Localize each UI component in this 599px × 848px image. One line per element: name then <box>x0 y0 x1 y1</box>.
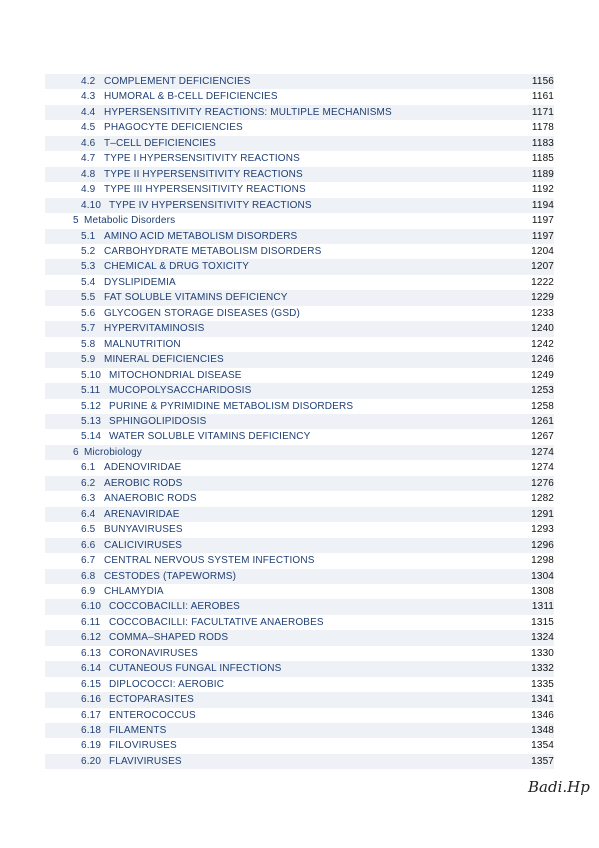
toc-entry-row[interactable] <box>45 569 554 584</box>
toc-entry-page-number[interactable]: 1296 <box>531 539 554 551</box>
toc-entry-number: 5.10 <box>81 369 102 381</box>
toc-entry-row[interactable] <box>45 229 554 244</box>
toc-entry-title[interactable]: ENTEROCOCCUS <box>109 709 196 721</box>
toc-entry-page-number[interactable]: 1308 <box>531 585 554 597</box>
toc-entry-number: 6.18 <box>81 725 102 737</box>
toc-entry-title[interactable]: WATER SOLUBLE VITAMINS DEFICIENCY <box>109 431 311 443</box>
toc-chapter-row[interactable] <box>45 213 554 228</box>
toc-entry-page-number[interactable]: 1274 <box>531 446 554 458</box>
toc-entry-number: 5.5 <box>81 292 96 304</box>
toc-entry-row[interactable] <box>45 120 554 135</box>
toc-entry-row[interactable] <box>45 630 554 645</box>
toc-entry-row[interactable] <box>45 599 554 614</box>
toc-entry-page-number[interactable]: 1249 <box>531 369 554 381</box>
toc-entry-title[interactable]: CESTODES (TAPEWORMS) <box>104 570 237 582</box>
toc-entry-title[interactable]: Microbiology <box>84 446 142 458</box>
toc-entry-page-number[interactable]: 1204 <box>531 245 554 257</box>
toc-entry-number: 4.8 <box>81 168 96 180</box>
toc-entry-title[interactable]: COMMA–SHAPED RODS <box>109 632 229 644</box>
toc-entry-title[interactable]: AEROBIC RODS <box>104 477 183 489</box>
toc-entry-number: 6.10 <box>81 601 102 613</box>
toc-entry-number: 6.19 <box>81 740 102 752</box>
toc-entry-row[interactable] <box>45 507 554 522</box>
toc-entry-page-number[interactable]: 1171 <box>531 106 554 118</box>
toc-entry-number: 6.14 <box>81 663 102 675</box>
toc-entry-row[interactable] <box>45 460 554 475</box>
toc-entry-page-number[interactable]: 1222 <box>531 276 554 288</box>
toc-entry-number: 5.12 <box>81 400 102 412</box>
toc-entry-number: 6.11 <box>81 616 101 628</box>
toc-entry-row[interactable] <box>45 198 554 213</box>
toc-entry-page-number[interactable]: 1207 <box>531 261 554 273</box>
toc-entry-title[interactable]: HYPERSENSITIVITY REACTIONS: MULTIPLE MECHANISMS <box>104 106 392 118</box>
toc-entry-title[interactable]: BUNYAVIRUSES <box>104 524 183 536</box>
toc-entry-row[interactable] <box>45 738 554 753</box>
toc-entry-page-number[interactable]: 1357 <box>531 755 554 767</box>
toc-entry-row[interactable] <box>45 136 554 151</box>
toc-entry-row[interactable] <box>45 476 554 491</box>
toc-entry-title[interactable]: SPHINGOLIPIDOSIS <box>109 415 207 427</box>
toc-entry-title[interactable]: CUTANEOUS FUNGAL INFECTIONS <box>109 663 282 675</box>
toc-entry-page-number[interactable]: 1242 <box>531 338 554 350</box>
toc-entry-title[interactable]: MALNUTRITION <box>104 338 181 350</box>
toc-entry-number: 6.9 <box>81 585 96 597</box>
toc-entry-row[interactable] <box>45 167 554 182</box>
toc-entry-title[interactable]: DIPLOCOCCI: AEROBIC <box>109 678 225 690</box>
toc-entry-title[interactable]: GLYCOGEN STORAGE DISEASES (GSD) <box>104 307 300 319</box>
toc-entry-page-number[interactable]: 1346 <box>531 709 554 721</box>
toc-entry-number: 4.7 <box>81 153 96 165</box>
toc-entry-title[interactable]: TYPE II HYPERSENSITIVITY REACTIONS <box>104 168 303 180</box>
toc-entry-row[interactable] <box>45 399 554 414</box>
toc-entry-page-number[interactable]: 1156 <box>531 76 554 87</box>
toc-entry-number: 5.1 <box>81 230 96 242</box>
toc-entry-page-number[interactable]: 1291 <box>531 508 554 520</box>
toc-entry-row[interactable] <box>45 553 554 568</box>
toc-entry-number: 5.3 <box>81 261 96 273</box>
toc-entry-number: 5.14 <box>81 431 102 443</box>
toc-entry-title[interactable]: PHAGOCYTE DEFICIENCIES <box>104 122 243 134</box>
toc-entry-row[interactable] <box>45 337 554 352</box>
toc-entry-page-number[interactable]: 1304 <box>531 570 554 582</box>
toc-entry-number: 6.4 <box>81 508 96 520</box>
toc-entry-page-number[interactable]: 1233 <box>531 307 554 319</box>
toc-entry-page-number[interactable]: 1274 <box>531 462 554 474</box>
toc-entry-title[interactable]: CHEMICAL & DRUG TOXICITY <box>104 261 250 273</box>
toc-entry-page-number[interactable]: 1246 <box>531 354 554 366</box>
toc-entry-page-number[interactable]: 1332 <box>531 663 554 675</box>
toc-entry-page-number[interactable]: 1315 <box>531 616 554 628</box>
toc-entry-number: 6.2 <box>81 477 96 489</box>
toc-entry-row[interactable] <box>45 368 554 383</box>
toc-entry-row[interactable] <box>45 259 554 274</box>
toc-entry-page-number[interactable]: 1354 <box>531 740 554 752</box>
toc-entry-title[interactable]: COMPLEMENT DEFICIENCIES <box>104 76 251 87</box>
toc-entry-number: 4.2 <box>81 76 96 87</box>
toc-entry-page-number[interactable]: 1194 <box>531 199 554 211</box>
toc-entry-number: 4.9 <box>81 184 96 196</box>
toc-entry-number: 4.4 <box>81 106 96 118</box>
toc-entry-row[interactable] <box>45 754 554 769</box>
toc-entry-page-number[interactable]: 1258 <box>531 400 554 412</box>
toc-entry-title[interactable]: FAT SOLUBLE VITAMINS DEFICIENCY <box>104 292 288 304</box>
toc-entry-title[interactable]: AMINO ACID METABOLISM DISORDERS <box>104 230 298 242</box>
toc-entry-number: 5.11 <box>81 385 101 397</box>
toc-entry-title[interactable]: FILOVIRUSES <box>109 740 177 752</box>
toc-entry-number: 6.15 <box>81 678 102 690</box>
toc-entry-row[interactable] <box>45 429 554 444</box>
toc-entry-page-number[interactable]: 1183 <box>531 137 554 149</box>
toc-entry-row[interactable] <box>45 89 554 104</box>
toc-entry-row[interactable] <box>45 383 554 398</box>
table-of-contents <box>45 74 554 769</box>
toc-entry-number: 5.4 <box>81 276 96 288</box>
toc-entry-row[interactable] <box>45 275 554 290</box>
toc-entry-page-number[interactable]: 1161 <box>531 91 554 103</box>
toc-entry-title[interactable]: ADENOVIRIDAE <box>104 462 182 474</box>
toc-entry-number: 6.8 <box>81 570 96 582</box>
toc-entry-page-number[interactable]: 1185 <box>531 153 554 165</box>
toc-entry-title[interactable]: TYPE III HYPERSENSITIVITY REACTIONS <box>104 184 306 196</box>
toc-entry-row[interactable] <box>45 723 554 738</box>
toc-entry-number: 4.5 <box>81 122 96 134</box>
toc-entry-page-number[interactable]: 1293 <box>531 524 554 536</box>
toc-entry-title[interactable]: TYPE I HYPERSENSITIVITY REACTIONS <box>104 153 300 165</box>
toc-entry-title[interactable]: T–CELL DEFICIENCIES <box>104 137 216 149</box>
toc-entry-number: 5.7 <box>81 323 96 335</box>
toc-entry-row[interactable] <box>45 584 554 599</box>
toc-entry-page-number[interactable]: 1276 <box>531 477 554 489</box>
toc-entry-number: 6 <box>73 446 79 458</box>
toc-entry-title[interactable]: CARBOHYDRATE METABOLISM DISORDERS <box>104 245 322 257</box>
toc-entry-number: 6.5 <box>81 524 96 536</box>
toc-entry-row[interactable] <box>45 661 554 676</box>
toc-entry-page-number[interactable]: 1282 <box>531 493 554 505</box>
toc-entry-page-number[interactable]: 1261 <box>531 415 554 427</box>
toc-entry-page-number[interactable]: 1298 <box>531 555 554 567</box>
toc-entry-title[interactable]: COCCOBACILLI: AEROBES <box>109 601 240 613</box>
toc-entry-title[interactable]: HUMORAL & B-CELL DEFICIENCIES <box>104 91 278 103</box>
toc-entry-number: 6.3 <box>81 493 96 505</box>
watermark-signature: Badi.Hp <box>528 778 590 796</box>
toc-entry-number: 6.16 <box>81 694 102 706</box>
toc-entry-title[interactable]: CORONAVIRUSES <box>109 647 199 659</box>
toc-entry-page-number[interactable]: 1240 <box>531 323 554 335</box>
toc-entry-title[interactable]: FILAMENTS <box>109 725 167 737</box>
toc-entry-row[interactable] <box>45 414 554 429</box>
toc-entry-number: 6.20 <box>81 755 102 767</box>
toc-entry-title[interactable]: MUCOPOLYSACCHARIDOSIS <box>109 385 252 397</box>
toc-entry-row[interactable] <box>45 692 554 707</box>
toc-entry-title[interactable]: CHLAMYDIA <box>104 585 164 597</box>
toc-entry-title[interactable]: Metabolic Disorders <box>84 215 176 227</box>
toc-entry-page-number[interactable]: 1229 <box>531 292 554 304</box>
toc-entry-title[interactable]: ECTOPARASITES <box>109 694 194 706</box>
toc-entry-page-number[interactable]: 1348 <box>531 725 554 737</box>
toc-entry-number: 6.12 <box>81 632 102 644</box>
toc-entry-number: 6.1 <box>81 462 96 474</box>
toc-entry-row[interactable] <box>45 677 554 692</box>
toc-entry-title[interactable]: CENTRAL NERVOUS SYSTEM INFECTIONS <box>104 555 315 567</box>
toc-entry-row[interactable] <box>45 491 554 506</box>
toc-entry-page-number[interactable]: 1335 <box>531 678 554 690</box>
toc-entry-title[interactable]: PURINE & PYRIMIDINE METABOLISM DISORDERS <box>109 400 354 412</box>
toc-entry-row[interactable] <box>45 321 554 336</box>
toc-entry-title[interactable]: TYPE IV HYPERSENSITIVITY REACTIONS <box>109 199 312 211</box>
toc-entry-number: 5.9 <box>81 354 96 366</box>
toc-entry-row[interactable] <box>45 615 554 630</box>
toc-entry-title[interactable]: DYSLIPIDEMIA <box>104 276 176 288</box>
toc-entry-number: 5.2 <box>81 245 96 257</box>
toc-entry-row[interactable] <box>45 646 554 661</box>
toc-entry-number: 6.6 <box>81 539 96 551</box>
toc-chapter-row[interactable] <box>45 445 554 460</box>
toc-entry-row[interactable] <box>45 105 554 120</box>
toc-entry-page-number[interactable]: 1324 <box>531 632 554 644</box>
toc-entry-page-number[interactable]: 1341 <box>531 694 554 706</box>
toc-entry-number: 6.7 <box>81 555 96 567</box>
toc-entry-title[interactable]: MITOCHONDRIAL DISEASE <box>109 369 242 381</box>
toc-entry-row[interactable] <box>45 522 554 537</box>
toc-entry-row[interactable] <box>45 151 554 166</box>
toc-entry-row[interactable] <box>45 538 554 553</box>
toc-entry-title[interactable]: HYPERVITAMINOSIS <box>104 323 205 335</box>
toc-entry-row[interactable] <box>45 306 554 321</box>
toc-entry-row[interactable] <box>45 708 554 723</box>
toc-entry-title[interactable]: ARENAVIRIDAE <box>104 508 180 520</box>
toc-entry-page-number[interactable]: 1197 <box>531 215 554 227</box>
toc-entry-number: 6.13 <box>81 647 102 659</box>
toc-entry-row[interactable] <box>45 352 554 367</box>
toc-entry-page-number[interactable]: 1311 <box>531 601 554 613</box>
toc-entry-title[interactable]: CALICIVIRUSES <box>104 539 183 551</box>
toc-entry-page-number[interactable]: 1330 <box>531 647 554 659</box>
toc-entry-number: 4.6 <box>81 137 96 149</box>
toc-entry-title[interactable]: ANAEROBIC RODS <box>104 493 197 505</box>
toc-entry-title[interactable]: FLAVIVIRUSES <box>109 755 182 767</box>
toc-entry-number: 5.6 <box>81 307 96 319</box>
toc-entry-row[interactable] <box>45 244 554 259</box>
toc-entry-page-number[interactable]: 1197 <box>531 230 554 242</box>
toc-entry-page-number[interactable]: 1253 <box>531 385 554 397</box>
toc-entry-title[interactable]: MINERAL DEFICIENCIES <box>104 354 224 366</box>
toc-entry-number: 5 <box>73 215 79 227</box>
toc-entry-row[interactable] <box>45 290 554 305</box>
toc-entry-number: 5.13 <box>81 415 102 427</box>
toc-entry-page-number[interactable]: 1192 <box>531 184 554 196</box>
toc-entry-number: 4.10 <box>81 199 102 211</box>
toc-entry-number: 5.8 <box>81 338 96 350</box>
toc-entry-number: 6.17 <box>81 709 102 721</box>
toc-entry-page-number[interactable]: 1267 <box>531 431 554 443</box>
toc-entry-page-number[interactable]: 1178 <box>531 122 554 134</box>
toc-entry-page-number[interactable]: 1189 <box>531 168 554 180</box>
toc-entry-row[interactable] <box>45 74 554 89</box>
toc-entry-title[interactable]: COCCOBACILLI: FACULTATIVE ANAEROBES <box>109 616 324 628</box>
toc-entry-row[interactable] <box>45 182 554 197</box>
toc-entry-number: 4.3 <box>81 91 96 103</box>
